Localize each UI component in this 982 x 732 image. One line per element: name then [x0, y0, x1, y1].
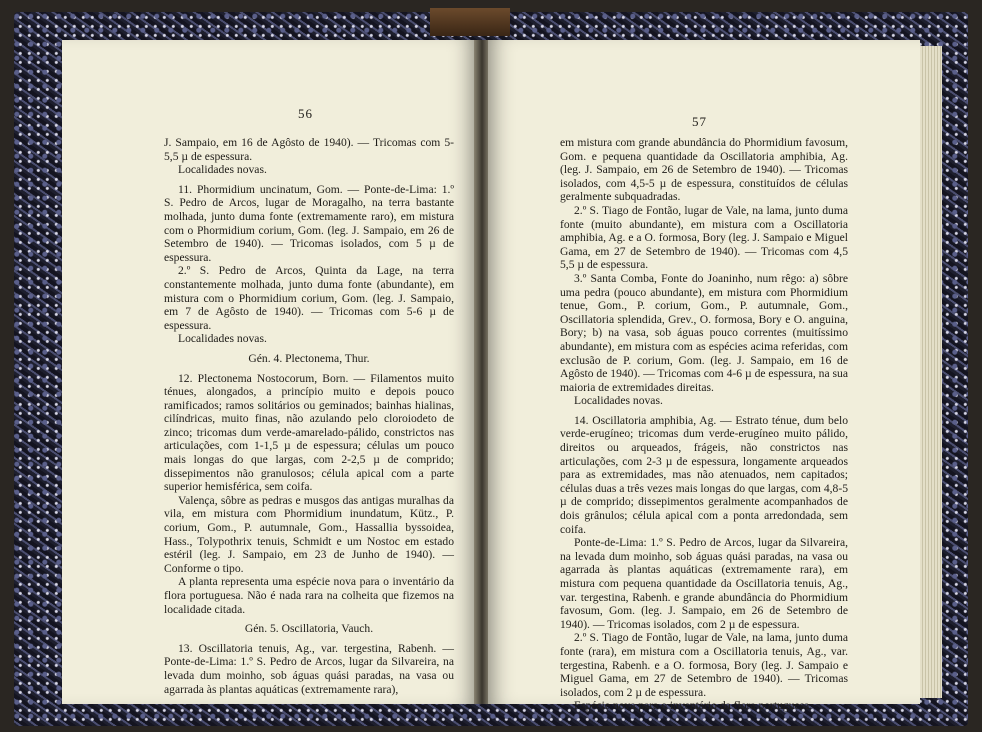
left-page-number: 56 — [298, 106, 313, 121]
right-page-text — [560, 136, 848, 713]
right-page-number: 57 — [692, 114, 707, 129]
paragraph: Valença, sôbre as pedras e musgos das antigas muralhas da vila, em mistura com Phormidium inundatum, Kütz., P. corium, Gom., P. autumnale, Gom., Hassallia byssoidea, Hass., Tolypothrix tenuis, Schmidt e um Nostoc em estado estéril (leg. J. Sampaio, em 23 de Junho de 1940). — Conforme o tipo. — [164, 493, 454, 575]
book-spine — [430, 8, 510, 36]
right-page — [488, 40, 920, 713]
species-entry-13: 13. Oscillatoria tenuis, Ag., var. tergestina, Rabenh. — Ponte-de-Lima: 1.º S. Pedro de Arcos, lugar da Silvareira, na levada dum moinho, sob águas quási paradas, na vasa ou agarrada às plantas aquáticas (extremamente rara), — [164, 641, 454, 696]
left-page — [62, 40, 476, 704]
paragraph: Espécie nova para o inventário da flora portuguesa. — [574, 699, 813, 713]
genus-heading-5: Gén. 5. Oscillatoria, Vauch. — [244, 622, 374, 636]
paragraph: Localidades novas. — [574, 394, 663, 408]
paragraph: Localidades novas. — [178, 332, 267, 346]
species-entry-14: 14. Oscillatoria amphibia, Ag. — Estrato ténue, dum belo verde-erugíneo; tricomas dum verde-erugíneo muito pálido, direitos ou arqueados, frágeis, não constrictos nas articulações, com 2-3 µ de espessura, longamente arqueados para as extremidades, mas não atenuados, nem capitados; células duas a três vezes mais longas do que largas, com 4,8-5 µ de comprido; dissepimentos geralmente acompanhados de dois grânulos; célula apical com a ponta arredondada, sem coifa. — [560, 413, 848, 536]
paragraph: 2.º S. Pedro de Arcos, Quinta da Lage, na terra constantemente molhada, junto duma fonte (abundante), em mistura com o Phormidium corium, Gom. (leg. J. Sampaio, em 7 de Agôsto de 1940). — Tricomas com 5-6 µ de espessura. — [164, 264, 454, 332]
paragraph: Ponte-de-Lima: 1.º S. Pedro de Arcos, lugar da Silvareira, na levada dum moinho, sob águas quási paradas, na vasa ou agarrada às plantas aquáticas (extremamente rara), em mistura com pequena quantidade da Oscillatoria tenuis, Ag., var. tergestina, Rabenh. e grande abundância do Phormidium favosum, Gom. (leg. J. Sampaio, em 26 de Setembro de 1940). — Tricomas isolados, com 2 µ de espessura. — [560, 536, 848, 631]
paragraph: 3.º Santa Comba, Fonte do Joaninho, num rêgo: a) sôbre uma pedra (pouco abundante), em mistura com Phormidium tenue, Gom., P. corium, Gom., P. autumnale, Gom., Oscillatoria splendida, Grev., O. formosa, Bory e O. anguina, Bory; b) na vasa, sob águas pouco correntes (muitíssimo abundante), em mistura com as espécies acima referidas, com exclusão de P. corium, Gom. (leg. J. Sampaio, em 16 de Agôsto de 1940). — Tricomas com 4-6 µ de espessura, na sua maioria de extremidades direitas. — [560, 271, 848, 394]
page-block-edge — [920, 46, 942, 698]
paragraph: 2.º S. Tiago de Fontão, lugar de Vale, na lama, junto duma fonte (rara), em mistura com a Oscillatoria tenuis, Ag., var. tergestina, Rabenh. e a O. formosa, Bory (leg. J. Sampaio e Miguel Gama, em 27 de Setembro de 1940). — Tricomas isolados, com 2 µ de espessura. — [560, 631, 848, 699]
left-page-text — [164, 136, 454, 696]
genus-heading-4: Gén. 4. Plectonema, Thur. — [248, 351, 370, 365]
paragraph: A planta representa uma espécie nova para o inventário da flora portuguesa. Não é nada rara na colheita que fizemos na localidade citada. — [164, 575, 454, 616]
paragraph: Localidades novas. — [178, 163, 267, 177]
paragraph: 2.º S. Tiago de Fontão, lugar de Vale, na lama, junto duma fonte (muito abundante), em mistura com a Oscillatoria amphibia, Ag. e a O. formosa, Bory (leg. J. Sampaio e Miguel Gama, em 27 de Setembro de 1940). — Tricomas com 4,5 5,5 µ de espessura. — [560, 203, 848, 272]
species-entry-11: 11. Phormidium uncinatum, Gom. — Ponte-de-Lima: 1.º S. Pedro de Arcos, lugar de Moragalho, na terra bastante molhada, junto duma fonte (extremamente raro), em mistura com o Phormidium corium, Gom. (leg. J. Sampaio, em 26 de Setembro de 1940). — Tricomas isolados, com 5 µ de espessura. — [164, 182, 454, 264]
paragraph: em mistura com grande abundância do Phormidium favosum, Gom. e pequena quantidade da Oscillatoria amphibia, Ag. (leg. J. Sampaio, em 26 de Setembro de 1940). — Tricomas isolados, com 4,5-5 µ de espessura, constituídos de células geralmente subquadradas. — [560, 136, 848, 204]
paragraph: J. Sampaio, em 16 de Agôsto de 1940). — Tricomas com 5-5,5 µ de espessura. — [164, 136, 454, 163]
species-entry-12: 12. Plectonema Nostocorum, Born. — Filamentos muito ténues, alongados, a princípio muito e depois pouco ramificados; ramos solitários ou geminados; bainhas hialinas, cilíndricas, muito finas, não azulando pelo cloroiodeto de zinco; tricomas dum verde-amarelado-pálido, constrictos nas articulações, com 1-1,5 µ de espessura; células um pouco mais longas do que largas, com 2-2,5 µ de comprido; dissepimentos não granulosos; célula apical com a parte superior hemisférica, sem coifa. — [164, 371, 454, 494]
